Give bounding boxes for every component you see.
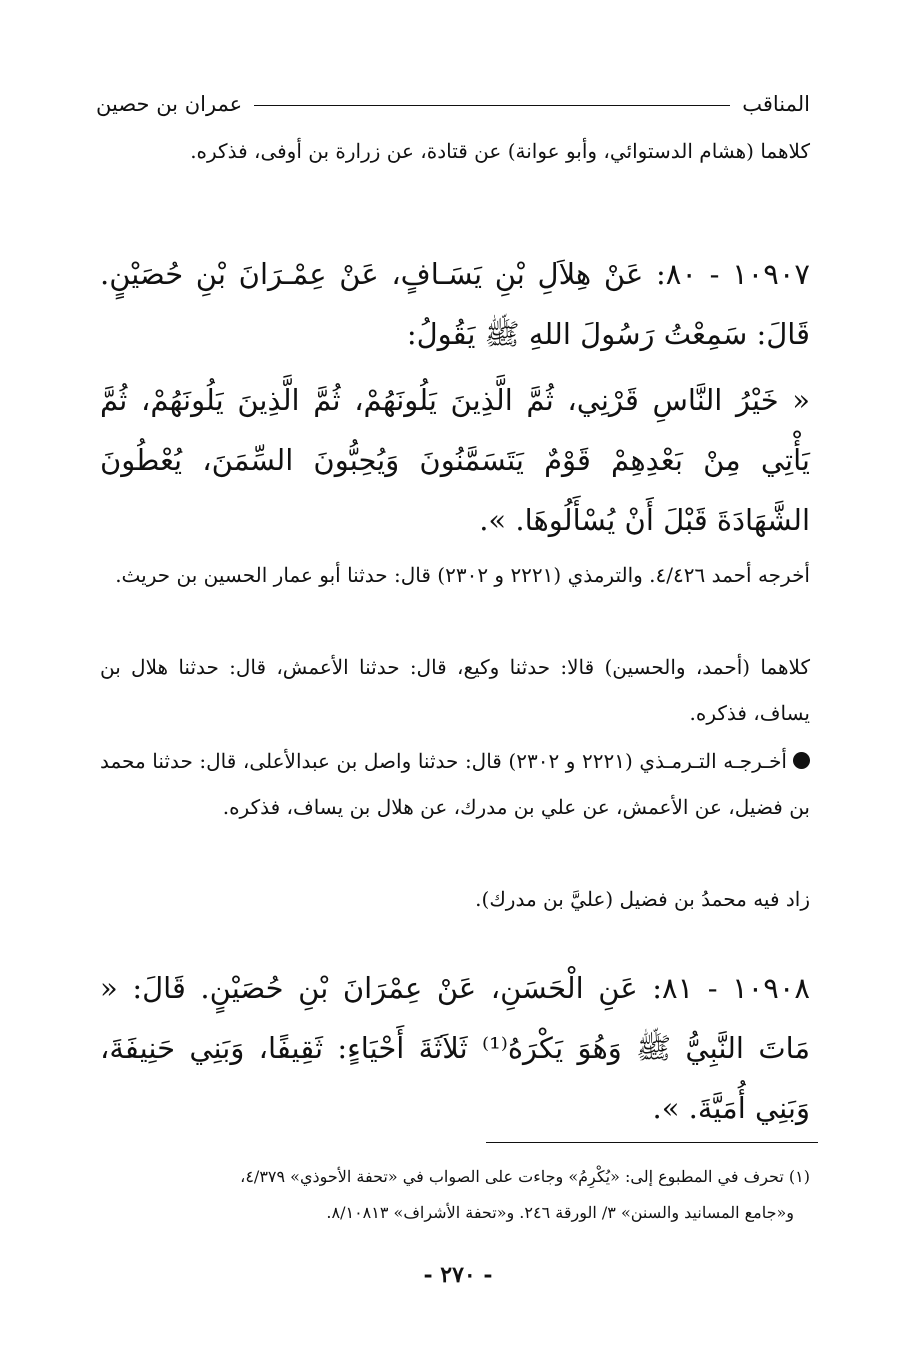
header-rule xyxy=(254,105,730,106)
header-chapter: المناقب xyxy=(742,92,810,116)
paragraph-takhrij-3-text: أخـرجـه التـرمـذي (٢٢٢١ و ٢٣٠٢) قال: حدثنا واصل بن عبدالأعلى، قال: حدثنا محمد بن فضيل، عن الأعمش، عن علي بن مدرك، عن هلال بن يساف، فذكره. xyxy=(100,749,810,819)
paragraph-takhrij-3 xyxy=(100,738,810,830)
running-header xyxy=(96,84,810,124)
hadith-10907-matn: « خَيْرُ النَّاسِ قَرْنِي، ثُمَّ الَّذِينَ يَلُونَهُمْ، ثُمَّ الَّذِينَ يَلُونَهُمْ، ثُمَّ يَأْتِي مِنْ بَعْدِهِمْ قَوْمٌ يَتَسَمَّنُونَ وَيُحِبُّونَ السِّمَنَ، يُعْطُونَ الشَّهَادَةَ قَبْلَ أَنْ يُسْأَلُوهَا. ». xyxy=(100,383,810,537)
header-section: عمران بن حصين xyxy=(96,92,243,116)
footnote-rule xyxy=(486,1142,818,1143)
paragraph-isnad-1: كلاهما (هشام الدستوائي، وأبو عوانة) عن قتادة، عن زرارة بن أوفى، فذكره. xyxy=(190,139,810,163)
page-number: - ٢٧٠ - xyxy=(423,1262,493,1288)
bullet-dot-icon xyxy=(793,752,810,769)
paragraph-note: زاد فيه محمدُ بن فضيل (عليَّ بن مدرك). xyxy=(475,887,810,911)
footnote-line-1: (١) تحرف في المطبوع إلى: «يُكْرِمُ» وجاءت على الصواب في «تحفة الأحوذي» ٤/٣٧٩، xyxy=(240,1167,810,1186)
paragraph-takhrij-2: كلاهما (أحمد، والحسين) قالا: حدثنا وكيع، قال: حدثنا الأعمش، قال: حدثنا هلال بن يساف، فذكره. xyxy=(100,655,810,725)
footnote-line-2: و«جامع المسانيد والسنن» ٣/ الورقة ٢٤٦. و«تحفة الأشراف» ٨/١٠٨١٣. xyxy=(326,1203,794,1222)
paragraph-takhrij-1: أخرجه أحمد ٤/٤٢٦. والترمذي (٢٢٢١ و ٢٣٠٢) قال: حدثنا أبو عمار الحسين بن حريث. xyxy=(115,563,810,587)
hadith-10907-isnad: ١٠٩٠٧ - ٨٠: عَنْ هِلاَلِ بْنِ يَسَـافٍ، عَنْ عِمْـرَانَ بْنِ حُصَيْنٍ. قَالَ: سَمِعْتُ رَسُولَ اللهِ ﷺ يَقُولُ: xyxy=(100,257,810,351)
hadith-10908: ١٠٩٠٨ - ٨١: عَنِ الْحَسَنِ، عَنْ عِمْرَانَ بْنِ حُصَيْنٍ. قَالَ: « مَاتَ النَّبِيُّ ﷺ وَهُوَ يَكْرَهُ⁽¹⁾ ثَلاَثَةَ أَحْيَاءٍ: ثَقِيفًا، وَبَنِي حَنِيفَةَ، وَبَنِي أُمَيَّةَ. ». xyxy=(100,971,810,1125)
